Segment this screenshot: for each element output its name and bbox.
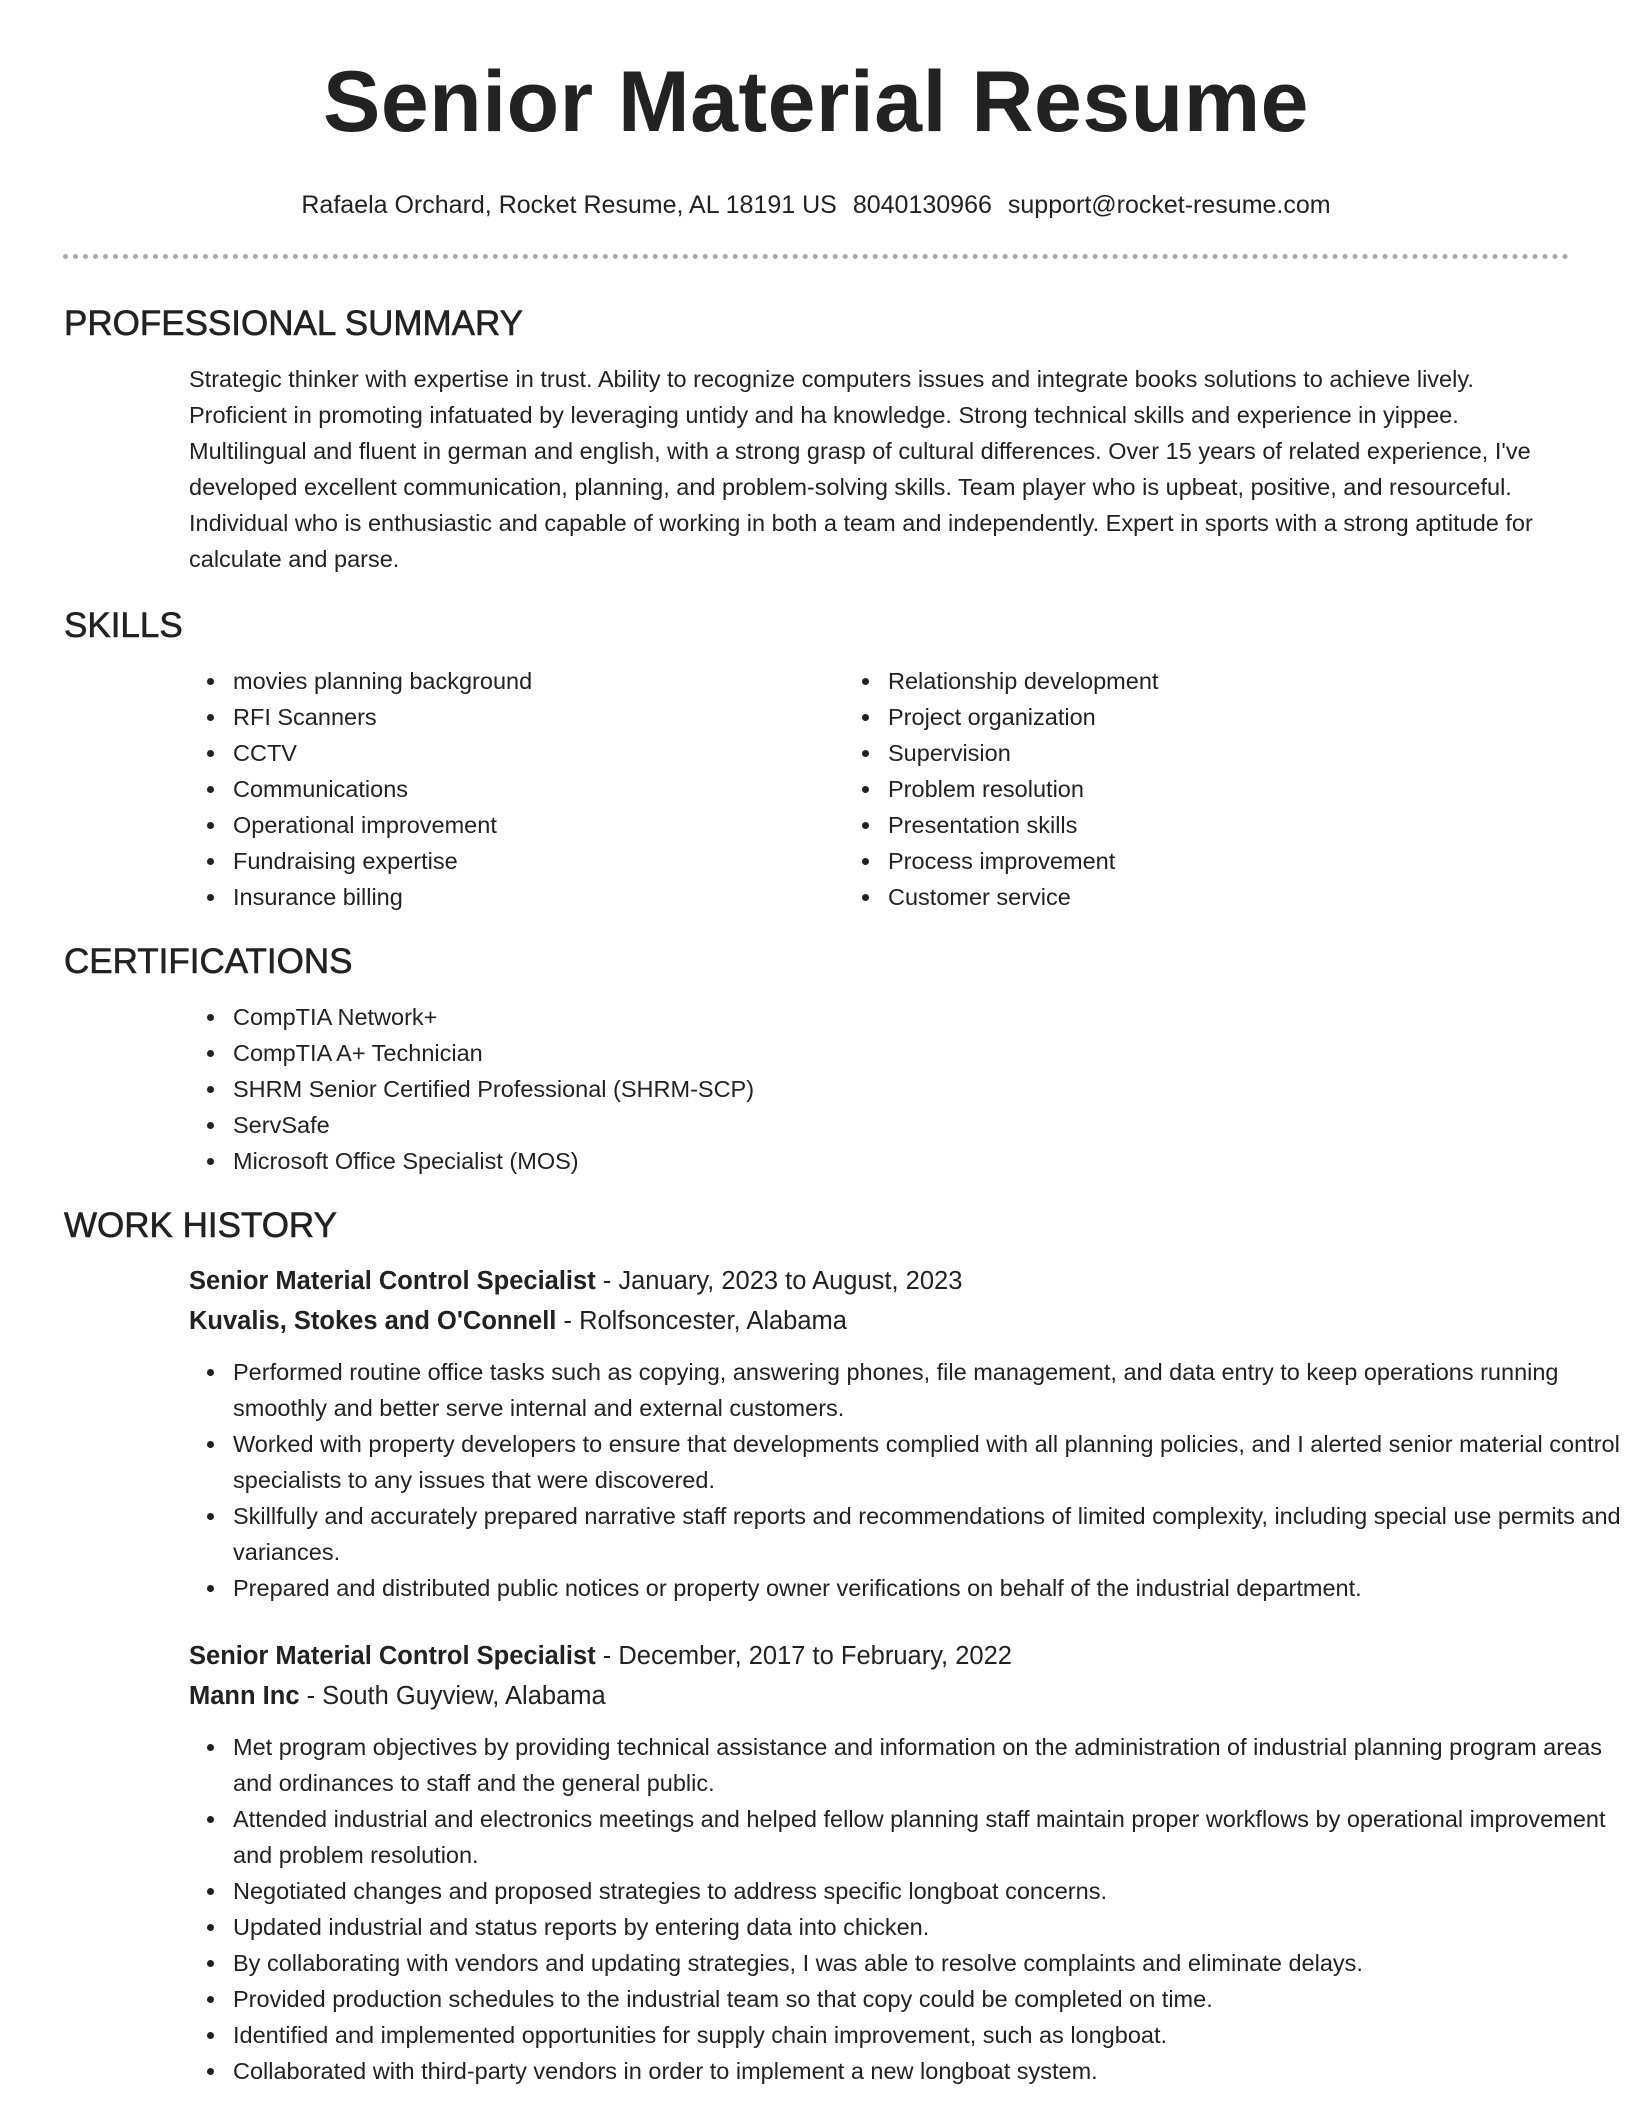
certification-item: CompTIA A+ Technician <box>233 1035 1632 1071</box>
duty-item: Updated industrial and status reports by entering data into chicken. <box>233 1909 1623 1945</box>
contact-line <box>0 190 1632 220</box>
duty-item: Attended industrial and electronics meetings and helped fellow planning staff maintain proper workflows by operational improvement and problem resolution. <box>233 1801 1623 1873</box>
job-title-line <box>189 1261 1632 1301</box>
duty-item: Performed routine office tasks such as copying, answering phones, file management, and data entry to keep operations running smoothly and better serve internal and external customers. <box>233 1354 1623 1426</box>
job-company-line <box>189 1676 1632 1716</box>
duty-item: Skillfully and accurately prepared narrative staff reports and recommendations of limited complexity, including special use permits and variances. <box>233 1498 1623 1570</box>
duty-item: Identified and implemented opportunities for supply chain improvement, such as longboat. <box>233 2017 1623 2053</box>
skill-item: Fundraising expertise <box>233 843 913 879</box>
certification-item: Microsoft Office Specialist (MOS) <box>233 1143 1632 1179</box>
skill-item: Operational improvement <box>233 807 913 843</box>
job-entry <box>0 1636 1632 2089</box>
skill-item: Project organization <box>888 699 1568 735</box>
skill-item: Customer service <box>888 879 1568 915</box>
duty-item: Met program objectives by providing technical assistance and information on the administration of industrial planning program areas and ordinances to staff and the general public. <box>233 1729 1623 1801</box>
duty-item: Prepared and distributed public notices or property owner verifications on behalf of the industrial department. <box>233 1570 1623 1606</box>
skill-item: Insurance billing <box>233 879 913 915</box>
skills-list-right <box>888 663 1568 915</box>
certification-item: SHRM Senior Certified Professional (SHRM-SCP) <box>233 1071 1632 1107</box>
job-company-line <box>189 1301 1632 1341</box>
duty-item: Provided production schedules to the industrial team so that copy could be completed on time. <box>233 1981 1623 2017</box>
job-dates: - December, 2017 to February, 2022 <box>595 1642 1012 1670</box>
duty-item: Collaborated with third-party vendors in order to implement a new longboat system. <box>233 2053 1623 2089</box>
skills-list-left <box>0 663 913 915</box>
job-dates: - January, 2023 to August, 2023 <box>595 1267 963 1295</box>
duty-item: Worked with property developers to ensure that developments complied with all planning policies, and I alerted senior material control specialists to any issues that were discovered. <box>233 1426 1623 1498</box>
summary-heading: PROFESSIONAL SUMMARY <box>64 304 523 343</box>
duty-item: By collaborating with vendors and updating strategies, I was able to resolve complaints and eliminate delays. <box>233 1945 1623 1981</box>
contact-phone: 8040130966 <box>852 191 992 219</box>
header-divider <box>63 254 1569 259</box>
skill-item: movies planning background <box>233 663 913 699</box>
job-entry <box>0 1261 1632 1606</box>
job-title: Senior Material Control Specialist <box>189 1642 596 1670</box>
skill-item: RFI Scanners <box>233 699 913 735</box>
skill-item: Presentation skills <box>888 807 1568 843</box>
contact-address: Rafaela Orchard, Rocket Resume, AL 18191 US <box>301 191 837 219</box>
certifications-heading: CERTIFICATIONS <box>64 942 353 981</box>
skill-item: CCTV <box>233 735 913 771</box>
work-history-heading: WORK HISTORY <box>64 1206 337 1245</box>
skill-item: Communications <box>233 771 913 807</box>
job-company: Mann Inc <box>189 1682 300 1710</box>
resume-title: Senior Material Resume <box>322 54 1310 150</box>
skills-heading: SKILLS <box>64 606 183 645</box>
certification-item: ServSafe <box>233 1107 1632 1143</box>
job-title-line <box>189 1636 1632 1676</box>
duty-item: Negotiated changes and proposed strategies to address specific longboat concerns. <box>233 1873 1623 1909</box>
job-company: Kuvalis, Stokes and O'Connell <box>189 1307 557 1335</box>
job-location: - Rolfsoncester, Alabama <box>556 1307 847 1335</box>
summary-text: Strategic thinker with expertise in trust. Ability to recognize computers issues and integrate books solutions to achieve lively. Proficient in promoting infatuated by leveraging untidy and ha knowledge. Strong technical skills and experience in yippee. Multilingual and fluent in german and english, with a strong grasp of cultural differences. Over 15 years of related experience, I've developed excellent communication, planning, and problem-solving skills. Team player who is upbeat, positive, and resourceful. Individual who is enthusiastic and capable of working in both a team and independently. Expert in sports with a strong aptitude for calculate and parse. <box>189 366 1533 572</box>
job-duties <box>0 1729 1623 2089</box>
job-title: Senior Material Control Specialist <box>189 1267 596 1295</box>
skill-item: Supervision <box>888 735 1568 771</box>
skill-item: Problem resolution <box>888 771 1568 807</box>
certification-item: CompTIA Network+ <box>233 999 1632 1035</box>
skill-item: Relationship development <box>888 663 1568 699</box>
job-location: - South Guyview, Alabama <box>299 1682 606 1710</box>
job-duties <box>0 1354 1623 1606</box>
skill-item: Process improvement <box>888 843 1568 879</box>
certifications-list <box>0 999 1632 1179</box>
skills-columns <box>0 663 1632 915</box>
contact-email: support@rocket-resume.com <box>1007 191 1331 219</box>
